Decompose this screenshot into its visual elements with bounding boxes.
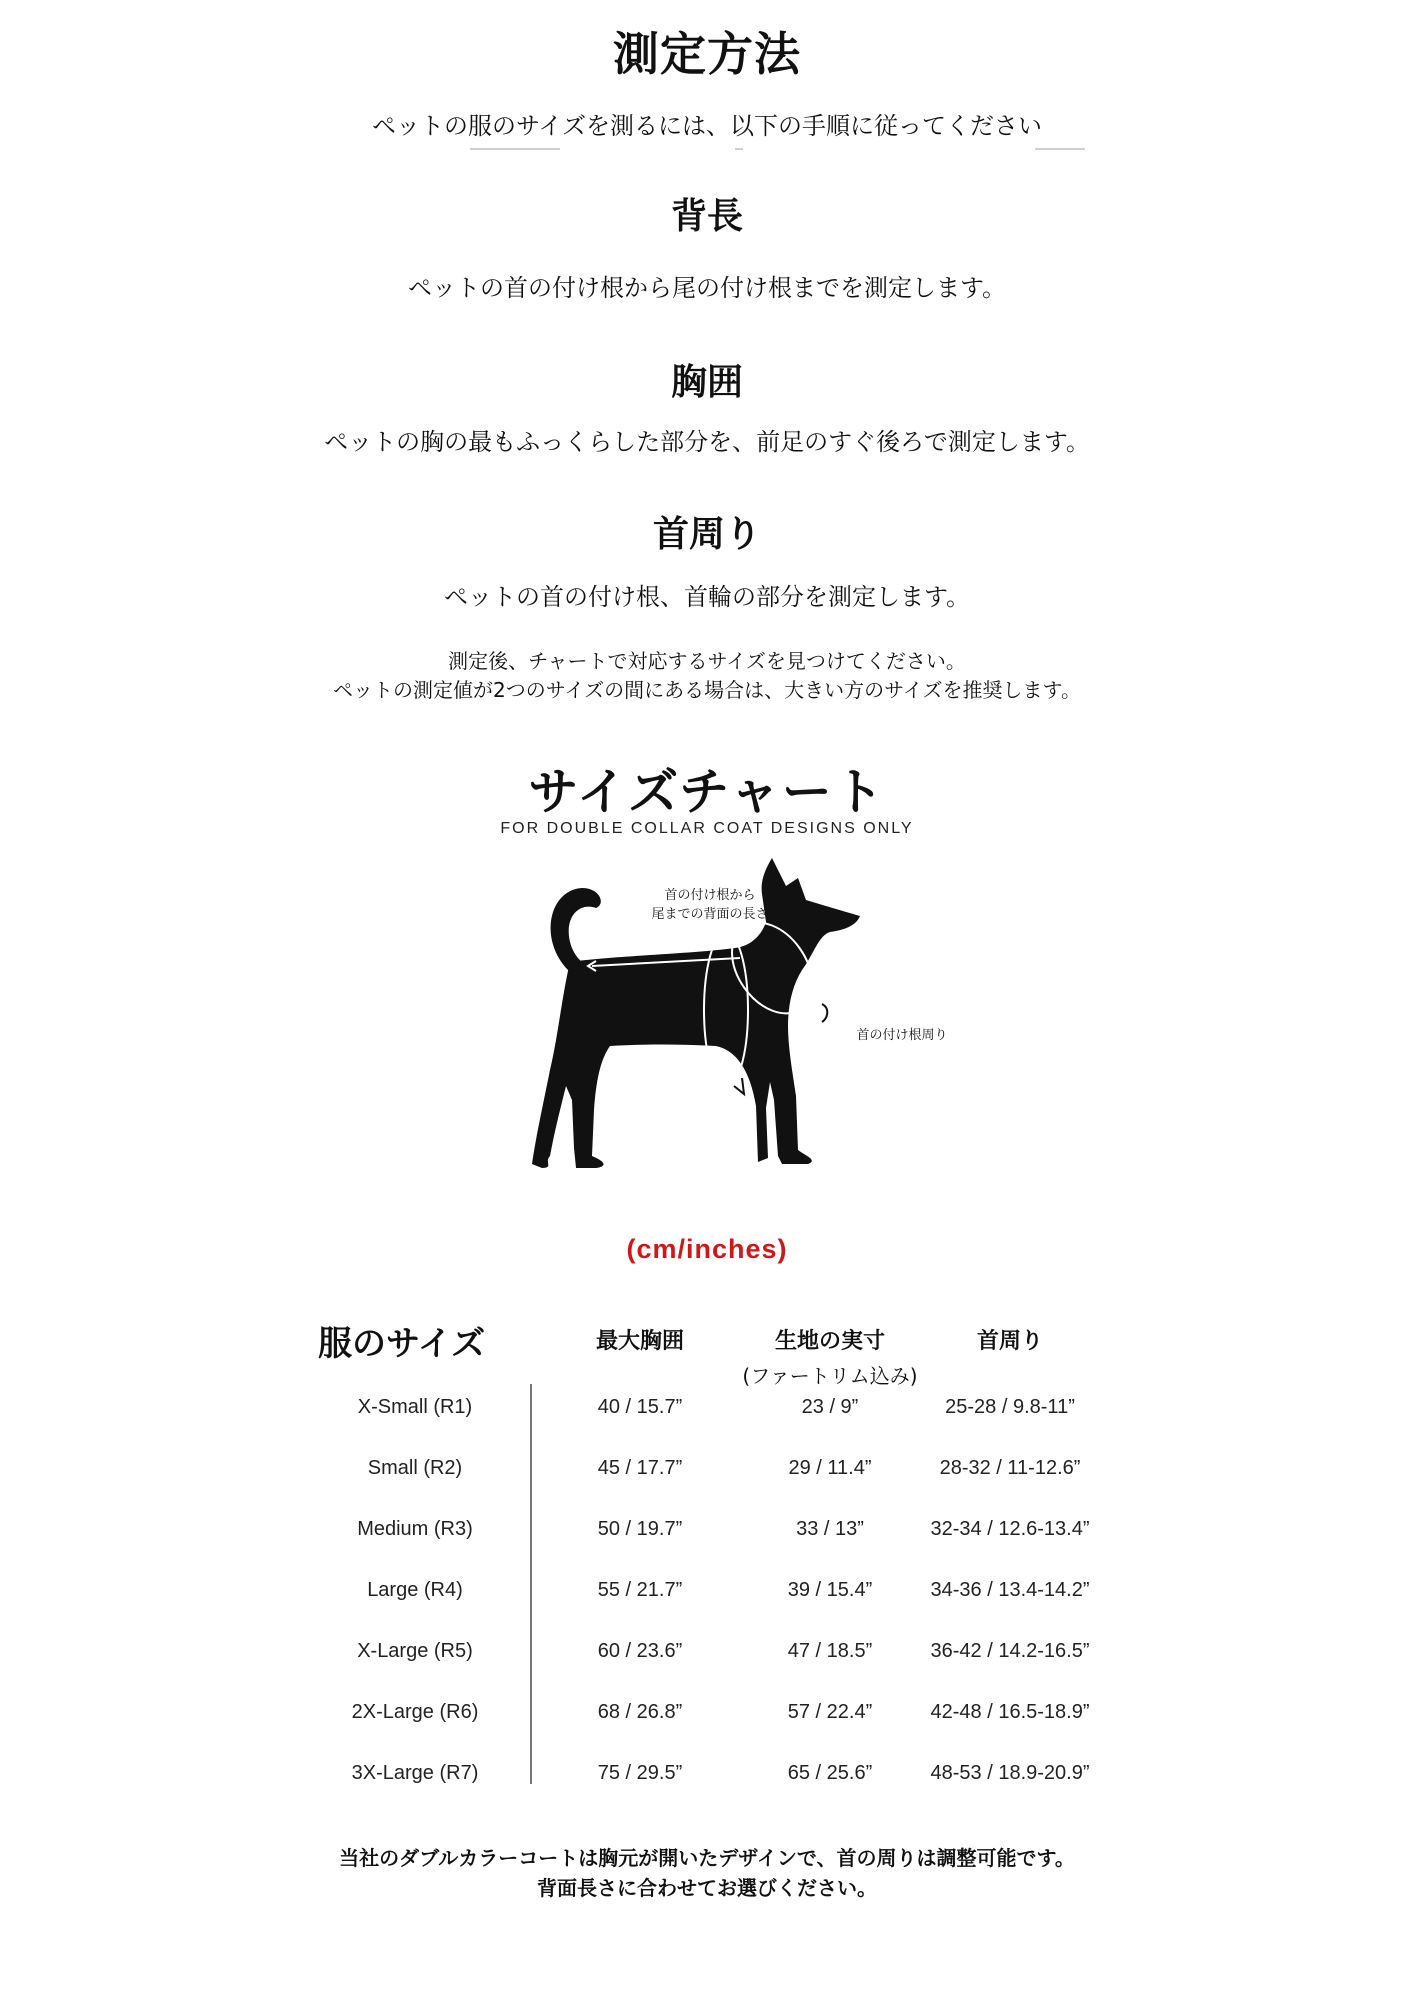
cell-fabric: 23 / 9”	[801, 1396, 859, 1418]
footer-line1: 当社のダブルカラーコートは胸元が開いたデザインで、首の周りは調整可能です。	[339, 1846, 1075, 1870]
cell-fabric: 57 / 22.4”	[787, 1701, 873, 1723]
measure-title: 測定方法	[613, 27, 801, 81]
cell-neck: 25-28 / 9.8-11”	[945, 1396, 1075, 1418]
cell-fabric: 39 / 15.4”	[787, 1579, 873, 1601]
cell-chest: 75 / 29.5”	[597, 1762, 683, 1784]
section-heading-neck: 首周り	[652, 514, 761, 555]
table-row	[300, 1518, 1120, 1558]
cell-fabric: 65 / 25.6”	[787, 1762, 873, 1784]
cell-fabric: 33 / 13”	[796, 1518, 864, 1540]
cell-neck: 42-48 / 16.5-18.9”	[930, 1701, 1090, 1723]
table-row	[300, 1457, 1120, 1497]
measure-intro: ペットの服のサイズを測るには、以下の手順に従ってください	[371, 112, 1043, 140]
section-heading-back-length: 背長	[670, 196, 743, 237]
cell-neck: 32-34 / 12.6-13.4”	[930, 1518, 1090, 1540]
header-chest: 最大胸囲	[595, 1329, 684, 1354]
back-length-label	[630, 886, 790, 924]
cell-neck: 48-53 / 18.9-20.9”	[930, 1762, 1090, 1784]
table-row	[300, 1762, 1120, 1802]
header-neck: 首周り	[976, 1329, 1043, 1354]
cell-size: X-Large (R5)	[357, 1640, 473, 1662]
cell-neck: 36-42 / 14.2-16.5”	[930, 1640, 1090, 1662]
header-size: 服のサイズ	[318, 1324, 486, 1364]
neck-base-label: 首の付け根周り	[856, 1028, 948, 1043]
section-text-neck: ペットの首の付け根、首輪の部分を測定します。	[443, 583, 971, 611]
table-row	[300, 1579, 1120, 1619]
cell-chest: 50 / 19.7”	[597, 1518, 683, 1540]
cell-chest: 45 / 17.7”	[597, 1457, 683, 1479]
cell-size: Small (R2)	[367, 1457, 463, 1479]
section-text-chest: ペットの胸の最もふっくらした部分を、前足のすぐ後ろで測定します。	[324, 428, 1090, 456]
header-fabric: 生地の実寸	[774, 1329, 885, 1354]
table-row	[300, 1701, 1120, 1741]
cell-chest: 40 / 15.7”	[597, 1396, 683, 1418]
cell-chest: 55 / 21.7”	[597, 1579, 683, 1601]
cell-fabric: 47 / 18.5”	[787, 1640, 873, 1662]
footer-note	[0, 1843, 1414, 1903]
cell-size: 2X-Large (R6)	[351, 1701, 479, 1723]
unit-label: (cm/inches)	[626, 1234, 788, 1264]
section-text-back-length: ペットの首の付け根から尾の付け根までを測定します。	[407, 274, 1007, 302]
cell-size: Large (R4)	[367, 1579, 463, 1601]
size-chart-subtitle: FOR DOUBLE COLLAR COAT DESIGNS ONLY	[500, 820, 914, 837]
back-length-label-line1: 首の付け根から	[664, 888, 756, 903]
size-table	[300, 1310, 1120, 1790]
table-row	[300, 1396, 1120, 1436]
section-heading-chest: 胸囲	[670, 362, 743, 403]
cell-chest: 68 / 26.8”	[597, 1701, 683, 1723]
cell-size: 3X-Large (R7)	[351, 1762, 479, 1784]
header-fabric-note: (ファートリム込み)	[742, 1364, 918, 1388]
back-length-label-line2: 尾までの背面の長さ	[651, 907, 769, 922]
dog-measurement-figure	[530, 850, 948, 1214]
footer-line2: 背面長さに合わせてお選びください。	[537, 1876, 877, 1900]
size-chart-title: サイズチャート	[528, 763, 886, 821]
cell-neck: 28-32 / 11-12.6”	[939, 1457, 1081, 1479]
measure-note-line2: ペットの測定値が2つのサイズの間にある場合は、大きい方のサイズを推奨します。	[333, 678, 1081, 702]
cell-neck: 34-36 / 13.4-14.2”	[930, 1579, 1090, 1601]
cell-fabric: 29 / 11.4”	[788, 1457, 872, 1479]
table-row	[300, 1640, 1120, 1680]
cell-size: X-Small (R1)	[357, 1396, 473, 1418]
measure-note-line1: 測定後、チャートで対応するサイズを見つけてください。	[448, 649, 966, 673]
cell-chest: 60 / 23.6”	[597, 1640, 683, 1662]
cell-size: Medium (R3)	[357, 1518, 473, 1540]
measure-note	[0, 647, 1414, 705]
